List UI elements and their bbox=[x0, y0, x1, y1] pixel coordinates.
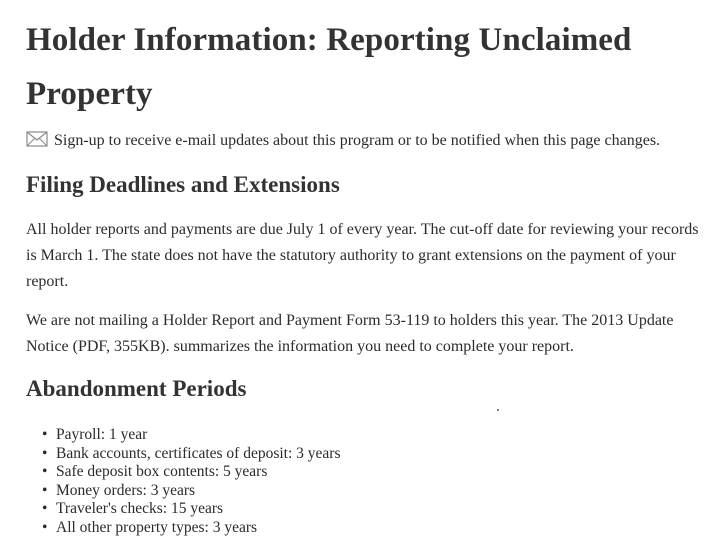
email-signup-link[interactable]: Sign-up to receive e-mail updates about this program or to be notified when this page changes. bbox=[54, 132, 661, 149]
envelope-icon[interactable] bbox=[26, 130, 48, 148]
list-item: • Traveler's checks: 15 years bbox=[42, 500, 341, 519]
list-item: • Money orders: 3 years bbox=[42, 482, 341, 501]
scan-speck bbox=[497, 409, 499, 411]
list-item: • All other property types: 3 years bbox=[42, 519, 341, 538]
email-signup[interactable] bbox=[26, 130, 716, 152]
holder-report-paragraph: We are not mailing a Holder Report and Payment Form 53-119 to holders this year. The 2013 Update Notice (PDF, 355KB). summarizes the information you need to complete your report. bbox=[26, 312, 674, 355]
list-item: • Bank accounts, certificates of deposit: 3 years bbox=[42, 445, 341, 464]
filing-deadlines-heading: Filing Deadlines and Extensions bbox=[26, 172, 340, 197]
list-item: • Payroll: 1 year bbox=[42, 426, 341, 445]
abandonment-periods-list bbox=[42, 426, 341, 537]
list-item: • Safe deposit box contents: 5 years bbox=[42, 463, 341, 482]
page-title: Holder Information: Reporting Unclaimed Property bbox=[26, 22, 632, 112]
abandonment-periods-heading: Abandonment Periods bbox=[26, 376, 247, 401]
filing-deadlines-paragraph: All holder reports and payments are due July 1 of every year. The cut-off date for reviewing your records is March 1. The state does not have the statutory authority to grant extensions on the payment of your report. bbox=[26, 221, 699, 290]
